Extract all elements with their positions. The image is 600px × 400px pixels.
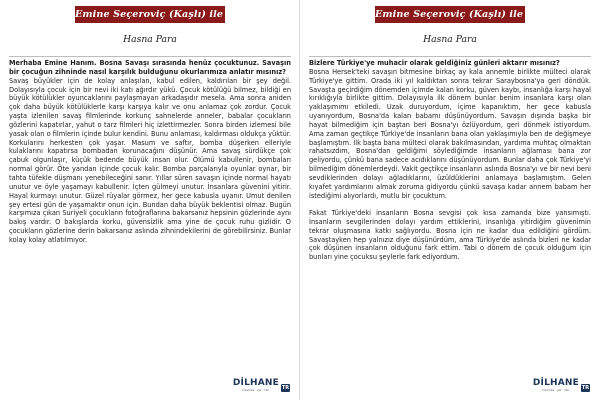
interview-question: Merhaba Emine Hanım. Bosna Savaşı sırasında henüz çocuktunuz. Savaşın bir çocuğun zihninde nasıl karşılık bulduğunu okurlarımıza anlatır mısınız? [9,59,291,76]
interview-answer: Savaş büyükler için de kolay anlaşılan, kabul edilen, kaldırılan bir şey değil. Dolayısıyla çocuk için bir nevi iki katı ağırdır yükü. Çocuk kötülüğü bilmez, bildiği en büyük kötülükler oyuncaklarını paylaşmayan arkadaşıdır mesela. Ama sonra aniden çok daha büyük kötülüklerle karşı karşıya kalır ve onu anlamaz çok zordur. Çocuk yaşta izlenilen savaş filmlerinde korkunç sahnelerde anneler, babalar çocukların gözlerini kapatırlar, yahut o tarz filmleri hiç izlettirmezler. Sonra birden izlemesi bile yasak olan o filmlerin içinde bulur kendini. Bunu anlaması, kaldırması oldukça yüktür. Korkularını herkesten çok yaşar. Masum ve saftır, bomba düşerken elleriyle kulaklarını kapatırsa bombadan korunacağını düşünür. Ama savaş sürdükçe çok çabuk olgunlaşır, küçük bedende büyük insan olur. Ölümü kabullenir, bombaları normal görür. Öte yandan içinde çocuk kalır. Bomba parçalarıyla oyunlar oynar, bir tahta tüfekle düşmanı yenebileceğini sanır. Yıllar süren savaşın içinde normal hayatı unutur ve öyle yaşamayı kabullenir. İçten gülmeyi unutur. İnsanlara güvenini yitirir. Hayal kurmayı unutur. Güzel rüyalar görmez, her gece kabusla uyanır. Umut denilen şey ertesi gün de yaşamaktır onun için. Bundan daha büyük beklentisi olmaz. Bugün karşımıza çıkan Suriyeli çocukların fotoğraflarına bakarsanız hepsinin gözlerinde aynı bakış vardır. O bakışlarda korku, güvensizlik ama yine de çocuk ruhu gizlidir. O çocukların gözlerine derin bakarsanız aslında zihnindekilerini de görebilirsiniz. Bunlar kolay kolay atlatılmıyor. [9,76,291,244]
logo-wordmark: DİLHANE [532,378,579,388]
logo-wordmark: DİLHANE [232,378,279,388]
logo-mark-icon: TR [281,385,290,391]
right-article-body [309,59,591,262]
paragraph-spacer [309,201,591,210]
right-page [300,0,600,400]
author-name: Hasna Para [123,34,177,45]
publisher-logo [233,379,290,392]
interview-title-banner: Emine Seçeroviç (Kaşlı) ile Söyleşi [75,6,225,23]
publisher-logo [533,379,590,392]
interview-answer-continued: Fakat Türkiye'deki insanların Bosna sevgisi çok kısa zamanda bize yansımıştı. İnsanların sevgilerinden dolayı yardım ettiklerini, insanlığa yitirdiğim güvenimin tekrar oluşmasına katkı sağlıyordu. Bosna için ne kadar dua edildiğini gördüm. Savaştayken hep yalnızız diye düşünürdüm, ama Türkiye'de aslında bizleri ne kadar çok düşünen insanların olduğunu fark ettim. Tabi o dönem de çocuk olduğum için bunları yine çocuksu şeylerle fark ediyordum. [309,209,591,262]
logo-tagline: mevhibe · gül · ölür [242,389,270,392]
logo-mark-icon: TR [581,385,590,391]
interview-title-banner: Emine Seçeroviç (Kaşlı) ile Söyleşi [375,6,525,23]
header-divider [309,56,591,57]
author-name: Hasna Para [423,34,477,45]
header-divider [9,56,291,57]
logo-tagline: mevhibe · gül · ölür [542,389,570,392]
interview-question: Bizlere Türkiye'ye muhacir olarak geldiğiniz günleri aktarır mısınız? [309,59,560,67]
interview-answer: Bosna Hersek'teki savaşın bitmesine birkaç ay kala annemle birlikte mülteci olarak Türkiye'ye gittim. Orada iki yıl kaldıktan sonra tekrar Saraybosna'ya geri döndük. Savaşta geçirdiğim dönemden içimde kalan korku, güven kaybı, insanlığa karşı hayal kırıklığıyla birlikte gittim. Dolayısıyla ilk dönem bunlar benim insanlara karşı olan yaklaşımımı etkiledi. Uzak duruyordum, içime kapanıktım, her gece kabusla uyanıyordum, Bosna'da kalan babamı düşünüyordum. Savaşın dışında başka bir hayat bilmediğim için baştan beri Bosna'yı özlüyordum, geri dönmek istiyordum. Ama zaman geçtikçe Türkiye'de insanların bana olan yaklaşımıyla ben de değişmeye başlamıştım. İlk başta bana mülteci olarak bakılmasından, yardıma muhtaç olmaktan rahatsızdım, Bosna'dan geldiğimi söylediğimde insanların ağlaması bana zor geliyordu, çünkü bana sadece acıdıklarını düşünüyordum. Bunlar daha çok Türkiye'yi bilmediğim dönemlerdeydi. Vakit geçtikçe insanların aslında Bosna'yı ve bir nevi beni sevdiklerinden dolayı ağladıklarını, üzüldüklerini anlamaya başlamıştım. Gelen kıyafet yardımlarını almak zoruma gidiyordu çünkü savaşa kadar annem babam her istediğimi alıyorlardı, mutlu bir çocuktum. [309,67,591,200]
left-article-body [9,59,291,245]
